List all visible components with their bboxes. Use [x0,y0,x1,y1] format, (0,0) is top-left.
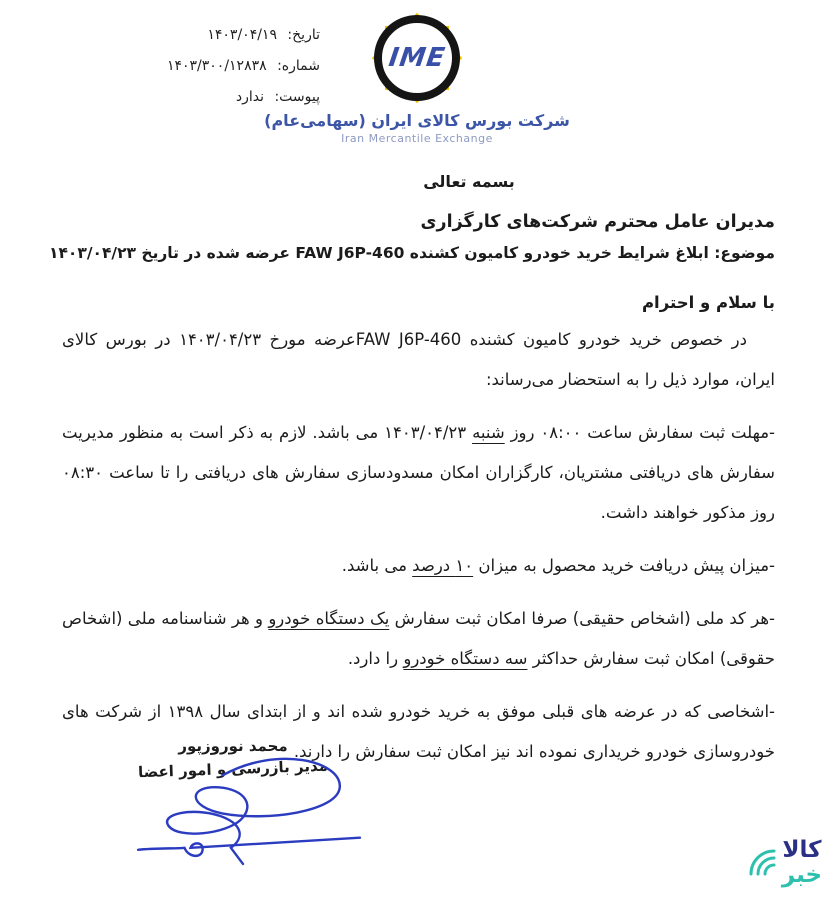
ime-monogram: IME [386,43,448,73]
paragraph-text: -اشخاصی که در عرضه های قبلی موفق به خرید خودرو شده اند و از ابتدای سال ۱۳۹۸ از شرکت های خودروسازی خودرو خریداری نموده اند نیز امکان ثبت سفارش را دارند. [62,702,776,761]
paragraph-text: -میزان پیش دریافت خرید محصول به میزان [473,556,775,575]
paragraph-text: را دارد. [347,649,404,668]
underlined-phrase: ۱۰ درصد [412,556,474,575]
letter-paragraph [62,546,775,586]
intro-paragraph: در خصوص خرید خودرو کامیون کشنده FAW J6P-460عرضه مورخ ۱۴۰۳/۰۴/۲۳ در بورس کالای ایران، موارد ذیل را به استحضار می‌رساند: [62,330,775,389]
ime-logo [257,10,577,145]
attachment-value: ندارد [235,89,264,105]
letter-paragraph [62,413,775,533]
subject-line: موضوع: ابلاغ شرایط خرید خودرو کامیون کشنده FAW J6P-460 عرضه شده در تاریخ ۱۴۰۳/۰۴/۲۳ [48,244,775,262]
date-value: ۱۴۰۳/۰۴/۱۹ [207,27,277,43]
signer-title: مدیر بازرسی و امور اعضا [137,756,329,782]
signer-name: محمد نوروزپور [178,737,288,755]
paragraph-text: ۱۴۰۳/۰۴/۲۳ می باشد. لازم به ذکر است به منظور مدیریت سفارش های دریافتی مشتریان، کارگزاران امکان مسدودسازی سفارش های دریافتی را تا ساعت ۰۸:۳۰ روز مذکور خواهند داشت. [62,423,775,522]
company-name-en: Iran Mercantile Exchange [341,132,493,145]
signal-arcs-icon [743,840,779,878]
kalakhabar-watermark [743,832,831,896]
paragraphs-container [62,413,775,772]
watermark-word-khabar: خبر [781,862,823,888]
paragraph-text: می باشد. [341,556,413,575]
salutation-line: با سلام و احترام [641,293,775,312]
letter-body [48,212,776,785]
watermark-text [775,838,829,888]
number-value: ۱۴۰۳/۳۰۰/۱۲۸۳۸ [166,58,267,74]
paragraph-text: -مهلت ثبت سفارش ساعت ۰۸:۰۰ روز [504,423,775,442]
signature-scribble-icon [126,752,368,870]
watermark-word-kala: کالا [782,837,822,863]
addressee-line: مدیران عامل محترم شرکت‌های کارگزاری [420,212,775,232]
company-name-fa: شرکت بورس کالای ایران (سهامی‌عام) [264,111,570,130]
ime-emblem-icon [369,10,465,106]
attachment-label: پیوست: [274,89,320,105]
emblem-ring [374,15,460,101]
paragraph-text: -هر کد ملی (اشخاص حقیقی) صرفا امکان ثبت سفارش [389,609,776,628]
number-label: شماره: [277,58,320,74]
letter-paragraph [62,599,775,679]
underlined-phrase: یک دستگاه خودرو [268,609,390,628]
underlined-phrase: سه دستگاه خودرو [403,649,528,668]
underlined-phrase: شنبه [472,423,505,442]
date-label: تاریخ: [287,27,320,43]
bismillah: بسمه تعالی [423,172,515,191]
paragraph-text: و هر شناسنامه ملی (اشخاص حقوقی) امکان ثبت سفارش حداکثر [62,609,775,668]
